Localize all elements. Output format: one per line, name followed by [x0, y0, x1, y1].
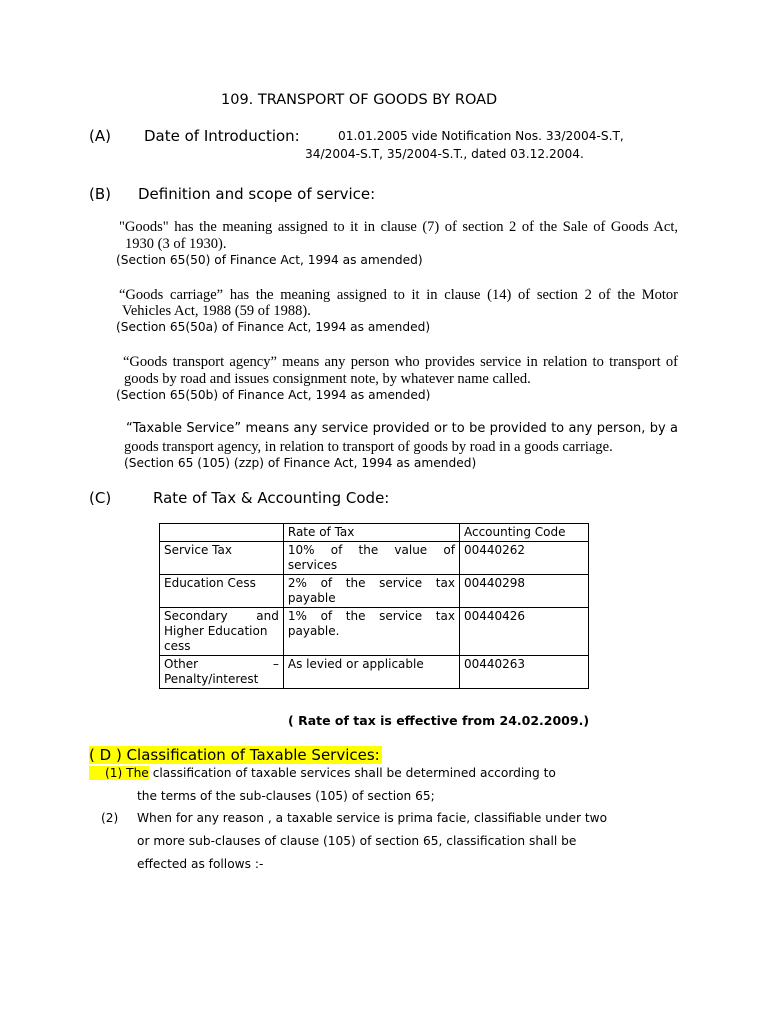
def-goods-line2: 1930 (3 of 1930). — [125, 236, 227, 252]
def-goods-line1: "Goods" has the meaning assigned to it in clause (7) of section 2 of the Sale of Goods Act, — [119, 219, 678, 235]
tax-rate-cell: As levied or applicable — [283, 656, 459, 689]
table-row — [160, 656, 589, 689]
intro-date-line2: 34/2004-S.T, 35/2004-S.T., dated 03.12.2004. — [305, 147, 584, 161]
item-1-text: classification of taxable services shall be determined according to — [152, 766, 556, 780]
tax-rate-cell: 1% of the service tax payable. — [283, 608, 459, 656]
tax-name-cell: Education Cess — [160, 575, 284, 608]
tax-name-cell: Service Tax — [160, 542, 284, 575]
intro-date-line1: 01.01.2005 vide Notification Nos. 33/2004-S.T, — [338, 129, 624, 143]
def-carriage-ref: (Section 65(50a) of Finance Act, 1994 as amended) — [116, 320, 431, 334]
def-agency-ref: (Section 65(50b) of Finance Act, 1994 as amended) — [116, 388, 431, 402]
tax-name-cell: Secondary and Higher Education cess — [160, 608, 284, 656]
item-1-line2: the terms of the sub-clauses (105) of section 65; — [137, 789, 435, 803]
def-goods-ref: (Section 65(50) of Finance Act, 1994 as amended) — [116, 253, 423, 267]
classification-item-1 — [89, 766, 556, 780]
tax-rate-cell: 10% of the value of services — [283, 542, 459, 575]
section-b-label: (B) — [89, 185, 111, 203]
item-2-line3: effected as follows :- — [137, 857, 264, 871]
def-taxable-ref: (Section 65 (105) (zzp) of Finance Act, 1994 as amended) — [124, 456, 477, 470]
table-header-cell — [160, 524, 284, 542]
table-header-row — [160, 524, 589, 542]
table-row — [160, 542, 589, 575]
page-title: 109. TRANSPORT OF GOODS BY ROAD — [221, 92, 498, 108]
table-row — [160, 575, 589, 608]
item-1-number: (1) — [89, 766, 122, 780]
rate-effective-note: ( Rate of tax is effective from 24.02.2009.) — [288, 713, 590, 728]
section-a-label: (A) — [89, 127, 111, 145]
section-d-heading: ( D ) Classification of Taxable Services: — [89, 746, 380, 764]
table-header-cell: Rate of Tax — [283, 524, 459, 542]
item-1-first-word: The — [126, 766, 149, 780]
section-c-heading: Rate of Tax & Accounting Code: — [153, 489, 390, 507]
accounting-code-cell: 00440426 — [459, 608, 588, 656]
item-2-number: (2) — [101, 811, 119, 825]
accounting-code-cell: 00440298 — [459, 575, 588, 608]
section-b-heading: Definition and scope of service: — [138, 185, 376, 203]
accounting-code-cell: 00440263 — [459, 656, 588, 689]
def-taxable-line1: “Taxable Service” means any service provided or to be provided to any person, by a — [126, 421, 678, 436]
item-2-line2: or more sub-clauses of clause (105) of section 65, classification shall be — [137, 834, 577, 848]
def-taxable-line2: goods transport agency, in relation to transport of goods by road in a goods carriage. — [124, 439, 613, 455]
table-row — [160, 608, 589, 656]
tax-name-cell: Other – Penalty/interest — [160, 656, 284, 689]
def-agency-line1: “Goods transport agency” means any person who provides service in relation to transport of — [123, 354, 678, 370]
section-c-label: (C) — [89, 489, 112, 507]
accounting-code-cell: 00440262 — [459, 542, 588, 575]
def-carriage-line1: “Goods carriage” has the meaning assigned to it in clause (14) of section 2 of the Motor — [119, 287, 678, 303]
table-header-cell: Accounting Code — [459, 524, 588, 542]
section-a-heading: Date of Introduction: — [144, 127, 300, 145]
tax-rate-cell: 2% of the service tax payable — [283, 575, 459, 608]
def-carriage-line2: Vehicles Act, 1988 (59 of 1988). — [122, 303, 311, 319]
def-agency-line2: goods by road and issues consignment note, by whatever name called. — [124, 371, 531, 387]
item-2-line1: When for any reason , a taxable service is prima facie, classifiable under two — [137, 811, 608, 825]
rate-table — [159, 523, 589, 689]
